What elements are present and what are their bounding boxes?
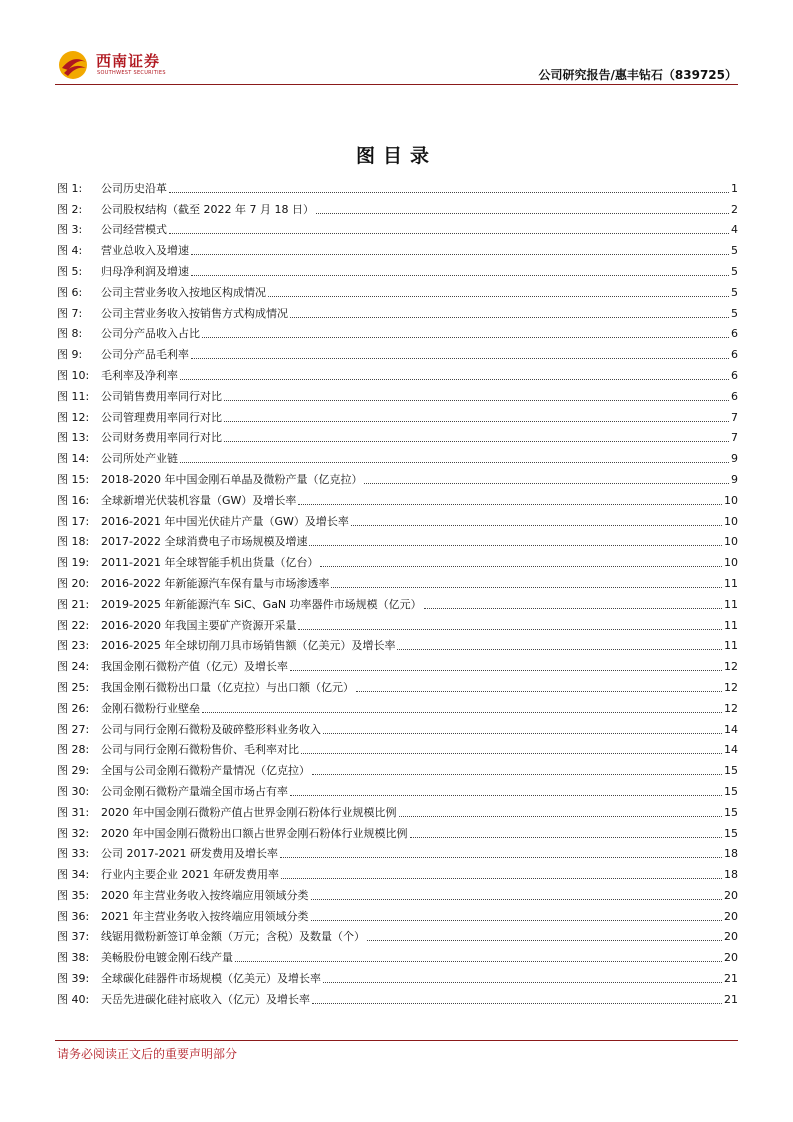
- page-number: 6: [731, 327, 738, 341]
- figure-title: 我国金刚石微粉出口量（亿克拉）与出口额（亿元）: [101, 680, 354, 694]
- figure-number: 图 17:: [57, 514, 90, 528]
- figure-title: 毛利率及净利率: [101, 368, 178, 382]
- figure-title: 2020 年中国金刚石微粉产值占世界金刚石粉体行业规模比例: [101, 805, 397, 819]
- figure-number: 图 20:: [57, 576, 90, 590]
- page-number: 9: [731, 472, 738, 486]
- page-number: 7: [731, 431, 738, 445]
- toc-entry[interactable]: [57, 633, 738, 654]
- figure-title: 2017-2022 全球消费电子市场规模及增速: [101, 535, 308, 549]
- dot-leader: [224, 421, 729, 422]
- page-number: 10: [724, 493, 738, 507]
- logo-chinese-name: 西南证券: [96, 52, 161, 70]
- figure-title: 全球碳化硅器件市场规模（亿美元）及增长率: [101, 972, 321, 986]
- figure-title: 归母净利润及增速: [101, 264, 189, 278]
- page-number: 15: [724, 805, 738, 819]
- page-number: 7: [731, 410, 738, 424]
- dot-leader: [290, 317, 729, 318]
- figure-title: 我国金刚石微粉产值（亿元）及增长率: [101, 660, 288, 674]
- figure-number: 图 29:: [57, 764, 90, 778]
- figure-title: 美畅股份电镀金刚石线产量: [101, 951, 233, 965]
- toc-entry[interactable]: [57, 612, 738, 633]
- toc-entry[interactable]: [57, 841, 738, 862]
- dot-leader: [301, 753, 722, 754]
- page-number: 5: [731, 244, 738, 258]
- page-number: 15: [724, 784, 738, 798]
- figure-number: 图 40:: [57, 992, 90, 1006]
- page-number: 12: [724, 660, 738, 674]
- figure-number: 图 9:: [57, 348, 83, 362]
- figure-title: 公司历史沿革: [101, 181, 167, 195]
- figure-title: 公司金刚石微粉产量端全国市场占有率: [101, 784, 288, 798]
- toc-entry[interactable]: [57, 258, 738, 279]
- figure-number: 图 21:: [57, 597, 90, 611]
- toc-entry[interactable]: [57, 737, 738, 758]
- toc-entry[interactable]: [57, 466, 738, 487]
- dot-leader: [191, 275, 729, 276]
- toc-entry[interactable]: [57, 903, 738, 924]
- toc-entry[interactable]: [57, 175, 738, 196]
- figure-title: 公司与同行金刚石微粉售价、毛利率对比: [101, 743, 299, 757]
- dot-leader: [268, 296, 729, 297]
- dot-leader: [312, 774, 722, 775]
- toc-entry[interactable]: [57, 425, 738, 446]
- dot-leader: [424, 608, 722, 609]
- figure-number: 图 22:: [57, 618, 90, 632]
- figure-number: 图 34:: [57, 868, 90, 882]
- figure-title: 公司分产品收入占比: [101, 327, 200, 341]
- figure-title: 公司分产品毛利率: [101, 348, 189, 362]
- dot-leader: [290, 795, 722, 796]
- page-number: 10: [724, 535, 738, 549]
- page-number: 20: [724, 930, 738, 944]
- figure-number: 图 1:: [57, 181, 83, 195]
- page-number: 5: [731, 285, 738, 299]
- footer-divider: [55, 1040, 738, 1041]
- dot-leader: [309, 545, 722, 546]
- dot-leader: [280, 857, 722, 858]
- page-number: 10: [724, 514, 738, 528]
- figure-number: 图 38:: [57, 951, 90, 965]
- figure-title: 公司与同行金刚石微粉及破碎整形料业务收入: [101, 722, 321, 736]
- page-number: 4: [731, 223, 738, 237]
- report-header-info: [538, 66, 737, 83]
- figure-number: 图 26:: [57, 701, 90, 715]
- figure-number: 图 7:: [57, 306, 83, 320]
- page-number: 14: [724, 743, 738, 757]
- dot-leader: [235, 961, 722, 962]
- figure-number: 图 37:: [57, 930, 90, 944]
- figure-title: 公司股权结构（截至 2022 年 7 月 18 日）: [101, 202, 314, 216]
- figure-number: 图 25:: [57, 680, 90, 694]
- dot-leader: [312, 1003, 722, 1004]
- page-number: 15: [724, 826, 738, 840]
- toc-entry[interactable]: [57, 882, 738, 903]
- page-number: 15: [724, 764, 738, 778]
- page-number: 20: [724, 888, 738, 902]
- figure-title: 2018-2020 年中国金刚石单晶及微粉产量（亿克拉）: [101, 472, 363, 486]
- figure-number: 图 23:: [57, 639, 90, 653]
- dot-leader: [364, 483, 729, 484]
- page-number: 20: [724, 951, 738, 965]
- figure-title: 营业总收入及增速: [101, 244, 189, 258]
- dot-leader: [180, 379, 729, 380]
- figure-number: 图 4:: [57, 244, 83, 258]
- page-title: 图目录: [355, 145, 437, 167]
- page-number: 5: [731, 264, 738, 278]
- dot-leader: [323, 982, 722, 983]
- figure-number: 图 8:: [57, 327, 83, 341]
- figure-number: 图 39:: [57, 972, 90, 986]
- figure-title: 2016-2020 年我国主要矿产资源开采量: [101, 618, 297, 632]
- figure-title: 2011-2021 年全球智能手机出货量（亿台）: [101, 556, 319, 570]
- toc-entry[interactable]: [57, 861, 738, 882]
- toc-entry[interactable]: [57, 799, 738, 820]
- figure-title: 公司经营模式: [101, 223, 167, 237]
- figure-number: 图 18:: [57, 535, 90, 549]
- figure-title: 金刚石微粉行业壁垒: [101, 701, 200, 715]
- dot-leader: [191, 254, 729, 255]
- dot-leader: [202, 337, 729, 338]
- dot-leader: [298, 504, 722, 505]
- dot-leader: [311, 899, 723, 900]
- dot-leader: [169, 233, 729, 234]
- toc-entry[interactable]: [57, 695, 738, 716]
- brand-logo: [56, 46, 176, 86]
- toc-entry[interactable]: [57, 778, 738, 799]
- figure-title: 2020 年中国金刚石微粉出口额占世界金刚石粉体行业规模比例: [101, 826, 408, 840]
- page-number: 11: [724, 618, 738, 632]
- figure-title: 公司所处产业链: [101, 452, 178, 466]
- figure-number: 图 16:: [57, 493, 90, 507]
- page-number: 11: [724, 639, 738, 653]
- dot-leader: [356, 691, 722, 692]
- page-number: 6: [731, 348, 738, 362]
- figure-title: 公司主营业务收入按地区构成情况: [101, 285, 266, 299]
- toc-entry[interactable]: [57, 965, 738, 986]
- figure-number: 图 36:: [57, 909, 90, 923]
- page-number: 11: [724, 576, 738, 590]
- figure-list: [57, 175, 738, 1007]
- page-number: 21: [724, 992, 738, 1006]
- page-number: 14: [724, 722, 738, 736]
- figure-number: 图 6:: [57, 285, 83, 299]
- page-number: 6: [731, 368, 738, 382]
- figure-number: 图 15:: [57, 472, 90, 486]
- figure-title: 公司主营业务收入按销售方式构成情况: [101, 306, 288, 320]
- figure-number: 图 11:: [57, 389, 90, 403]
- toc-entry[interactable]: [57, 549, 738, 570]
- toc-entry[interactable]: [57, 944, 738, 965]
- toc-entry[interactable]: [57, 674, 738, 695]
- figure-number: 图 19:: [57, 556, 90, 570]
- page-number: 12: [724, 701, 738, 715]
- figure-number: 图 13:: [57, 431, 90, 445]
- figure-number: 图 28:: [57, 743, 90, 757]
- toc-entry[interactable]: [57, 321, 738, 342]
- toc-entry[interactable]: [57, 508, 738, 529]
- toc-entry[interactable]: [57, 570, 738, 591]
- dot-leader: [316, 213, 729, 214]
- figure-number: 图 12:: [57, 410, 90, 424]
- figure-number: 图 2:: [57, 202, 83, 216]
- page-number: 9: [731, 452, 738, 466]
- figure-title: 公司销售费用率同行对比: [101, 389, 222, 403]
- toc-entry[interactable]: [57, 445, 738, 466]
- figure-number: 图 30:: [57, 784, 90, 798]
- toc-entry[interactable]: [57, 341, 738, 362]
- toc-entry[interactable]: [57, 986, 738, 1007]
- toc-entry[interactable]: [57, 279, 738, 300]
- page-number: 6: [731, 389, 738, 403]
- toc-entry[interactable]: [57, 196, 738, 217]
- page-number: 1: [731, 181, 738, 195]
- toc-entry[interactable]: [57, 300, 738, 321]
- dot-leader: [320, 566, 722, 567]
- figure-title: 线锯用微粉新签订单金额（万元；含税）及数量（个）: [101, 930, 365, 944]
- toc-entry[interactable]: [57, 487, 738, 508]
- dot-leader: [410, 837, 723, 838]
- page-number: 20: [724, 909, 738, 923]
- dot-leader: [224, 441, 729, 442]
- figure-number: 图 3:: [57, 223, 83, 237]
- dot-leader: [367, 940, 722, 941]
- figure-title: 2016-2022 年新能源汽车保有量与市场渗透率: [101, 576, 330, 590]
- toc-entry[interactable]: [57, 404, 738, 425]
- dot-leader: [169, 192, 729, 193]
- figure-title: 公司财务费用率同行对比: [101, 431, 222, 445]
- figure-title: 公司 2017-2021 研发费用及增长率: [101, 847, 278, 861]
- dot-leader: [331, 587, 722, 588]
- toc-entry[interactable]: [57, 362, 738, 383]
- toc-entry[interactable]: [57, 653, 738, 674]
- toc-entry[interactable]: [57, 591, 738, 612]
- figure-number: 图 10:: [57, 368, 90, 382]
- figure-number: 图 35:: [57, 888, 90, 902]
- figure-number: 图 27:: [57, 722, 90, 736]
- figure-title: 全国与公司金刚石微粉产量情况（亿克拉）: [101, 764, 310, 778]
- dot-leader: [323, 733, 722, 734]
- dot-leader: [298, 629, 722, 630]
- dot-leader: [180, 462, 729, 463]
- logo-emblem-icon: [56, 48, 90, 82]
- dot-leader: [399, 816, 723, 817]
- figure-number: 图 14:: [57, 452, 90, 466]
- figure-title: 公司管理费用率同行对比: [101, 410, 222, 424]
- toc-entry[interactable]: [57, 237, 738, 258]
- toc-entry[interactable]: [57, 924, 738, 945]
- page-number: 18: [724, 868, 738, 882]
- toc-entry[interactable]: [57, 217, 738, 238]
- figure-title: 2020 年主营业务收入按终端应用领域分类: [101, 888, 309, 902]
- figure-title: 2019-2025 年新能源汽车 SiC、GaN 功率器件市场规模（亿元）: [101, 597, 422, 611]
- figure-title: 行业内主要企业 2021 年研发费用率: [101, 868, 279, 882]
- figure-number: 图 24:: [57, 660, 90, 674]
- page-number: 5: [731, 306, 738, 320]
- figure-title: 2016-2025 年全球切削刀具市场销售额（亿美元）及增长率: [101, 639, 396, 653]
- dot-leader: [397, 649, 722, 650]
- figure-title: 2021 年主营业务收入按终端应用领域分类: [101, 909, 309, 923]
- toc-entry[interactable]: [57, 716, 738, 737]
- dot-leader: [281, 878, 722, 879]
- header-divider: [55, 84, 738, 85]
- figure-title: 全球新增光伏装机容量（GW）及增长率: [101, 493, 297, 507]
- page-number: 2: [731, 202, 738, 216]
- page-number: 18: [724, 847, 738, 861]
- toc-entry[interactable]: [57, 529, 738, 550]
- figure-number: 图 33:: [57, 847, 90, 861]
- figure-number: 图 31:: [57, 805, 90, 819]
- dot-leader: [311, 920, 723, 921]
- page-number: 21: [724, 972, 738, 986]
- figure-number: 图 32:: [57, 826, 90, 840]
- dot-leader: [191, 358, 729, 359]
- dot-leader: [224, 400, 729, 401]
- dot-leader: [351, 525, 722, 526]
- figure-number: 图 5:: [57, 264, 83, 278]
- dot-leader: [290, 670, 722, 671]
- page-number: 10: [724, 556, 738, 570]
- page-number: 12: [724, 680, 738, 694]
- header-separator: /: [610, 68, 615, 82]
- logo-english-name: SOUTHWEST SECURITIES: [97, 70, 166, 76]
- dot-leader: [202, 712, 722, 713]
- toc-entry[interactable]: [57, 820, 738, 841]
- toc-entry[interactable]: [57, 757, 738, 778]
- figure-title: 2016-2021 年中国光伏硅片产量（GW）及增长率: [101, 514, 349, 528]
- company-name: 惠丰钻石（839725）: [614, 68, 737, 82]
- figure-title: 天岳先进碳化硅衬底收入（亿元）及增长率: [101, 992, 310, 1006]
- toc-entry[interactable]: [57, 383, 738, 404]
- report-type-label: 公司研究报告: [538, 68, 611, 82]
- footer-disclaimer: 请务必阅读正文后的重要声明部分: [57, 1047, 238, 1061]
- page-number: 11: [724, 597, 738, 611]
